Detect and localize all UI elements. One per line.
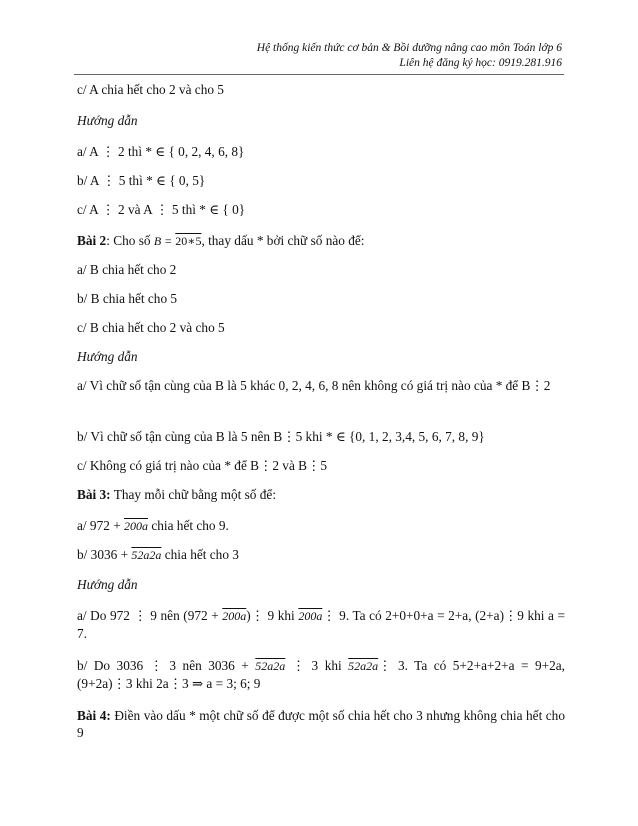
bai3-b-prefix: b/ 3036 + — [77, 547, 132, 562]
bai2-question-c: c/ B chia hết cho 2 và cho 5 — [77, 320, 225, 335]
bai3-title — [77, 486, 565, 503]
bai1-solution-a: a/ A ⋮ 2 thì * ∈ { 0, 2, 4, 6, 8} — [77, 144, 245, 159]
bai2-solution-a: a/ Vì chữ số tận cùng của B là 5 khác 0, 2, 4, 6, 8 nên không có giá trị nào của * để B⋮2 — [77, 378, 551, 393]
bai3-sol-a-part2: )⋮ 9 khi — [246, 608, 299, 623]
header-contact: Liên hệ đăng ký học: 0919.281.916 — [399, 57, 562, 69]
bai2-lead: : Cho số — [106, 233, 154, 248]
bai3-solution-b — [77, 657, 565, 692]
bai2-question-b: b/ B chia hết cho 5 — [77, 291, 178, 306]
bai2-solution-c: c/ Không có giá trị nào của * để B⋮2 và B⋮5 — [77, 458, 327, 473]
header-title: Hệ thống kiến thức cơ bản & Bồi dưỡng nâng cao môn Toán lớp 6 — [256, 42, 562, 54]
bai3-sol-b-overline-1: 52a2a — [255, 659, 286, 673]
bai2-question-a: a/ B chia hết cho 2 — [77, 262, 177, 277]
bai3-a-suffix: chia hết cho 9. — [148, 518, 229, 533]
bai2-solution-b: b/ Vì chữ số tận cùng của B là 5 nên B⋮5 khi * ∈ {0, 1, 2, 3,4, 5, 6, 7, 8, 9} — [77, 429, 485, 444]
bai3-sol-b-part1: b/ Do 3036 ⋮ 3 nên 3036 + — [77, 658, 256, 673]
bai2-label: Bài 2 — [77, 233, 107, 248]
bai2-tail: , thay dấu * bởi chữ số nào để: — [201, 233, 365, 248]
bai1-guide-heading: Hướng dẫn — [77, 113, 138, 128]
bai3-sol-a-part1: a/ Do 972 ⋮ 9 nên (972 + — [77, 608, 223, 623]
bai3-b-suffix: chia hết cho 3 — [161, 547, 239, 562]
bai3-sol-b-part2: ⋮ 3 khi — [285, 658, 349, 673]
bai3-a-overline-number: 200a — [124, 519, 149, 533]
bai2-expression-overline: 20∗5 — [175, 234, 202, 248]
bai3-question-a — [77, 517, 565, 535]
bai4-title — [77, 707, 565, 741]
bai1-solution-c: c/ A ⋮ 2 và A ⋮ 5 thì * ∈ { 0} — [77, 202, 246, 217]
bai3-title-text: Thay mỗi chữ bằng một số để: — [110, 487, 277, 502]
bai1-question-c: c/ A chia hết cho 2 và cho 5 — [77, 82, 224, 97]
bai3-sol-b-part3: ⋮ 3. Ta có 5+2+a+2+a = 9+2a, (9+2a)⋮3 khi 2a⋮3 ⇒ a = 3; 6; 9 — [77, 658, 566, 691]
bai3-a-prefix: a/ 972 + — [77, 518, 125, 533]
bai2-title — [77, 232, 565, 250]
bai3-solution-a — [77, 607, 565, 642]
bai3-question-b — [77, 546, 565, 564]
bai4-text: Điền vào dấu * một chữ số để được một số chia hết cho 3 nhưng không chia hết cho 9 — [77, 708, 565, 740]
bai3-sol-a-overline-1: 200a — [222, 609, 247, 623]
bai3-guide-heading: Hướng dẫn — [77, 577, 138, 592]
bai3-sol-b-overline-2: 52a2a — [348, 659, 379, 673]
bai2-guide-heading: Hướng dẫn — [77, 349, 138, 364]
bai3-sol-a-part3: ⋮ 9. Ta có 2+0+0+a = 2+a, (2+a)⋮9 khi a = 7. — [77, 608, 566, 641]
header-divider — [74, 74, 564, 75]
bai1-solution-b: b/ A ⋮ 5 thì * ∈ { 0, 5} — [77, 173, 206, 188]
bai2-expression-left: B = — [153, 234, 176, 248]
bai3-sol-a-overline-2: 200a — [298, 609, 323, 623]
bai4-label: Bài 4: — [77, 708, 111, 723]
bai3-b-overline-number: 52a2a — [131, 548, 162, 562]
bai3-label: Bài 3: — [77, 487, 111, 502]
